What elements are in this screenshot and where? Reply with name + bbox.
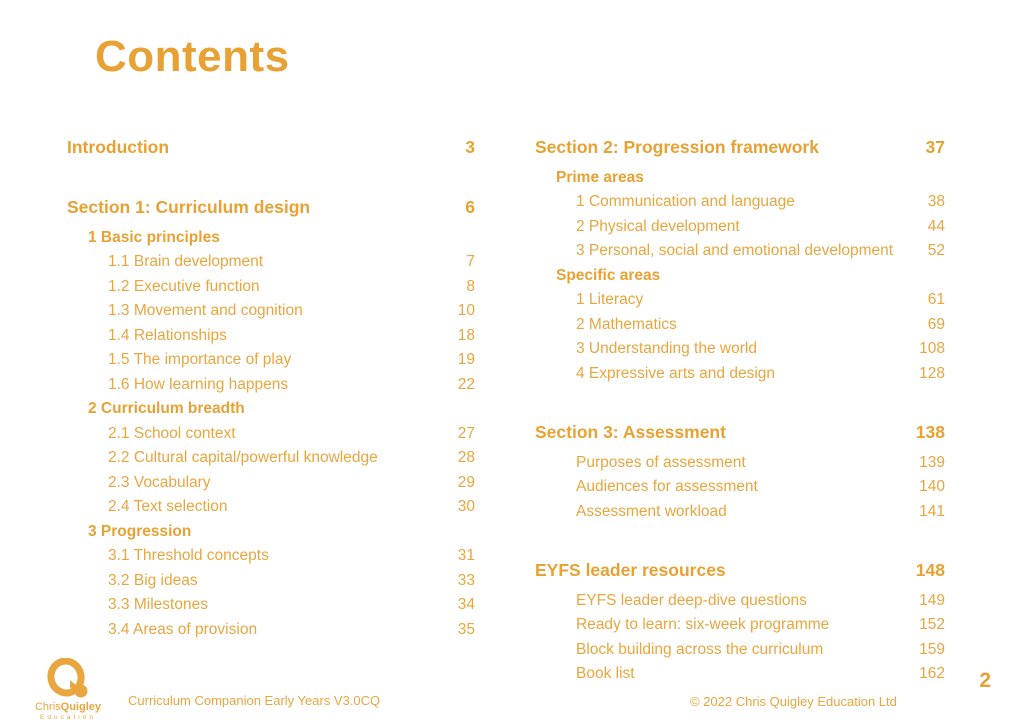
toc-entry[interactable] [535, 315, 945, 334]
toc-entry-page: 27 [457, 424, 475, 442]
toc-entry-page: 128 [919, 364, 945, 382]
toc-entry-label: Purposes of assessment [576, 453, 746, 471]
toc-entry-page: 108 [919, 340, 945, 357]
toc-entry[interactable] [535, 290, 945, 309]
toc-entry-label: 2.3 Vocabulary [108, 473, 211, 491]
toc-entry[interactable] [67, 301, 475, 320]
toc-entry[interactable] [535, 615, 945, 634]
toc-entry[interactable] [67, 595, 475, 614]
toc-entry-page: 35 [457, 620, 475, 638]
toc-entry-label: 1 Literacy [576, 291, 644, 308]
toc-entry[interactable] [535, 241, 945, 260]
toc-entry-label: 3 Progression [88, 522, 192, 540]
toc-entry-label: Audiences for assessment [576, 478, 758, 495]
toc-entry-label: 2.4 Text selection [108, 498, 228, 515]
toc-entry-page: 152 [919, 616, 945, 633]
toc-entry-page: 52 [927, 242, 945, 259]
toc-entry-label: 1.4 Relationships [108, 326, 227, 344]
brand-subtitle: Education [40, 714, 96, 721]
toc-entry[interactable] [535, 136, 945, 158]
toc-entry[interactable] [67, 375, 475, 394]
toc-entry[interactable] [67, 326, 475, 345]
toc-entry[interactable] [535, 502, 945, 521]
toc-entry[interactable] [535, 477, 945, 496]
toc-entry-label: 3.3 Milestones [108, 596, 208, 613]
toc-entry-label: 1.1 Brain development [108, 253, 264, 270]
toc-entry-page: 8 [466, 277, 475, 295]
toc-entry-page: 30 [457, 498, 475, 515]
toc-entry[interactable] [67, 350, 475, 369]
toc-entry-label: Book list [576, 665, 635, 682]
toc-entry[interactable] [535, 266, 945, 285]
toc-entry-page: 148 [915, 559, 945, 580]
toc-entry[interactable] [67, 620, 475, 639]
toc-entry-label: 3.2 Big ideas [108, 571, 198, 589]
toc-entry[interactable] [67, 252, 475, 271]
toc-entry-page: 38 [927, 193, 945, 210]
toc-entry-page: 140 [919, 478, 945, 495]
toc-entry-label: Specific areas [556, 266, 661, 284]
toc-entry[interactable] [535, 364, 945, 383]
toc-entry-page: 31 [457, 547, 475, 564]
toc-entry-page: 162 [919, 665, 945, 682]
toc-entry[interactable] [67, 136, 475, 158]
toc-entry[interactable] [67, 571, 475, 590]
page-title: Contents [95, 32, 290, 81]
toc-entry-label: 3 Personal, social and emotional development [576, 242, 894, 259]
toc-entry-page: 141 [919, 502, 945, 520]
toc-entry-page: 34 [457, 596, 475, 613]
toc-entry[interactable] [535, 168, 945, 187]
page-number: 2 [979, 669, 991, 692]
toc-entry-label: 2 Mathematics [576, 315, 677, 333]
toc-entry-label: 2 Physical development [576, 217, 740, 235]
toc-entry-page: 19 [457, 351, 475, 368]
toc-entry-page: 44 [927, 217, 945, 235]
toc-column-right [535, 130, 945, 683]
toc-entry[interactable] [67, 473, 475, 492]
toc-entry-label: Section 2: Progression framework [535, 136, 819, 157]
toc-entry-label: Block building across the curriculum [576, 640, 824, 658]
toc-entry-page: 37 [925, 136, 945, 157]
toc-entry-label: 4 Expressive arts and design [576, 364, 776, 382]
toc-entry-page: 18 [457, 326, 475, 344]
toc-entry-label: 1.5 The importance of play [108, 351, 292, 368]
toc-entry[interactable] [535, 591, 945, 610]
toc-entry[interactable] [535, 640, 945, 659]
toc-entry[interactable] [67, 424, 475, 443]
toc-entry[interactable] [535, 664, 945, 683]
toc-entry-label: Section 1: Curriculum design [67, 196, 311, 217]
toc-entry-page: 61 [927, 291, 945, 308]
toc-entry[interactable] [535, 453, 945, 472]
toc-entry[interactable] [67, 399, 475, 418]
toc-entry-label: 1.2 Executive function [108, 277, 260, 295]
brand-logo [26, 658, 110, 722]
toc-entry-page: 139 [919, 453, 945, 471]
toc-entry-label: Ready to learn: six-week programme [576, 616, 830, 633]
toc-entry-label: 2.2 Cultural capital/powerful knowledge [108, 449, 378, 466]
toc-entry-page: 159 [919, 640, 945, 658]
toc-entry-page: 33 [457, 571, 475, 589]
toc-entry[interactable] [67, 522, 475, 541]
toc-entry[interactable] [67, 448, 475, 467]
toc-entry-label: 3.4 Areas of provision [108, 620, 258, 638]
toc-entry-page: 29 [457, 473, 475, 491]
toc-entry[interactable] [535, 559, 945, 581]
toc-entry[interactable] [535, 339, 945, 358]
toc-entry-label: 3 Understanding the world [576, 340, 757, 357]
toc-entry-page: 7 [466, 253, 475, 270]
q-brush-icon [26, 658, 110, 700]
toc-entry[interactable] [67, 228, 475, 247]
toc-entry-label: Prime areas [556, 168, 644, 186]
toc-entry-label: 3.1 Threshold concepts [108, 547, 269, 564]
toc-entry-page: 6 [465, 196, 475, 217]
toc-entry[interactable] [67, 546, 475, 565]
toc-entry-page: 22 [457, 375, 475, 393]
toc-entry-label: 2.1 School context [108, 424, 236, 442]
footer-doc-title: Curriculum Companion Early Years V3.0CQ [128, 693, 381, 708]
toc-entry-page: 3 [465, 136, 475, 157]
toc-entry-label: EYFS leader deep-dive questions [576, 591, 807, 609]
toc-entry-label: 1.6 How learning happens [108, 375, 289, 393]
toc-entry-page: 138 [915, 421, 945, 442]
toc-entry-label: EYFS leader resources [535, 559, 726, 580]
toc-entry[interactable] [67, 497, 475, 516]
toc-entry-label: 1.3 Movement and cognition [108, 302, 303, 319]
toc-entry-label: Section 3: Assessment [535, 421, 726, 442]
brand-name: ChrisQuigley [34, 701, 101, 713]
toc-entry-label: 1 Communication and language [576, 193, 795, 210]
toc-entry-label: 1 Basic principles [88, 228, 220, 246]
toc-entry-label: 2 Curriculum breadth [88, 400, 245, 417]
toc-entry-page: 69 [927, 315, 945, 333]
toc-entry-page: 28 [457, 449, 475, 466]
toc-entry[interactable] [535, 217, 945, 236]
toc-entry[interactable] [67, 196, 475, 218]
toc-entry-page: 149 [919, 591, 945, 609]
toc-entry[interactable] [67, 277, 475, 296]
toc-entry[interactable] [535, 421, 945, 443]
footer-copyright: © 2022 Chris Quigley Education Ltd [690, 694, 897, 709]
toc-entry-label: Introduction [67, 136, 170, 157]
toc-entry-page: 10 [457, 302, 475, 319]
toc-column-left [67, 130, 475, 639]
toc-entry[interactable] [535, 192, 945, 211]
toc-entry-label: Assessment workload [576, 502, 727, 520]
